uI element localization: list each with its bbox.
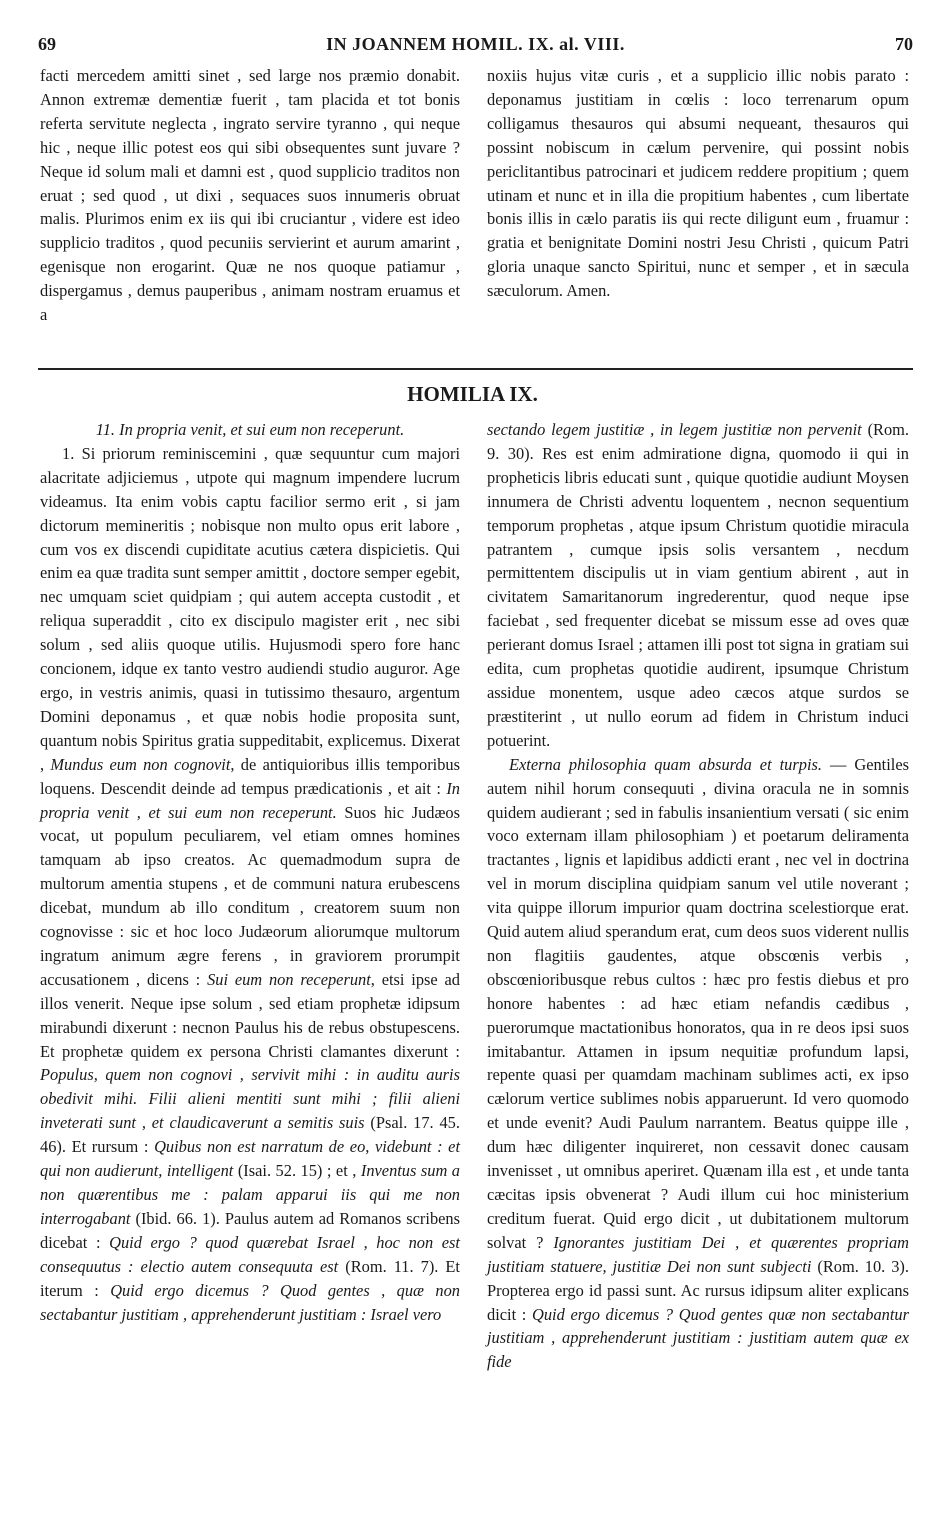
page-number-right: 70 xyxy=(895,34,913,54)
scripture-verse: 11. In propria venit, et sui eum non receperunt. xyxy=(95,420,405,439)
citation: (Rom. 11. 7). Et iterum : xyxy=(40,1256,460,1300)
text-run: Suos hic Judæos vocat, ut populum peculiarem, vel etiam omnes homines tamquam ab ipso creatos. Ac quemadmodum supra de multorum amentia stupens , et de communi natura erubescens dicebat, mundum ab illo conditum , creatorem suum non cognovisse : sic et hoc loco Judæorum aliorumque multorum ingratum animum ægre ferens , in graviorem prorumpit accusationem , dicens : xyxy=(40,802,460,989)
text-run: (Rom. 9. 30). Res est enim admiratione digna, quomodo ii qui in propheticis libris educati sunt , quique quotidie audiunt Moysen innumera de Christi adventu loquentem , necnon sequentium temporum prophetas , atque ipsum Christum quotidie miracula patrantem , cumque ipsis solis versantem , necdum permittentem discipulis ut in viam gentium abirent , aut in civitatem Samaritanorum ingrederentur, quod neque ipse faciebat , sed frequenter dicebat se missum esse ad oves quæ perierant domus Israel ; attamen illi post tot signa in gratiam sui edita, cum prophetas quotidie audirent, ipsumque Christum assidue monentem, usque adeo cæcos atque surdos se præstiterint , ut nullo eorum ad fidem in Christum induci potuerint. xyxy=(487,420,909,750)
homily-paragraph-2 xyxy=(487,753,909,1375)
running-title: IN JOANNEM HOMIL. IX. al. VIII. xyxy=(326,34,625,54)
section-divider xyxy=(38,368,913,370)
quotation: Ignorantes justitiam Dei , et quærentes propriam justitiam statuere, justitiæ Dei non sunt subjecti xyxy=(487,1232,909,1276)
side-heading: Externa philosophia quam absurda et turpis. xyxy=(509,754,822,774)
continuation-paragraph xyxy=(487,418,909,753)
quotation: Populus, quem non cognovi , servivit mihi : in auditu auris obedivit mihi. Filii alieni mentiti sunt mihi ; filii alieni inveterati sunt , et claudicaverunt a semitis suis xyxy=(40,1065,460,1133)
top-left-paragraph: facti mercedem amitti sinet , sed large nos præmio donabit. Annon extremæ dementiæ fuerit , tam placida et tot bonis referta servitute neglecta , ingrato servire tyranno , qui neque hic , neque illic potest eos qui sibi obsequentes sunt juvare ? Neque id solum mali et damni est , quod supplicio traditos non eruat ; sed quod , ut dixi , sequaces suos innumeris obruat malis. Plurimos enim ex iis qui ibi cruciantur , videre est ideo supplicio traditos , quod pecuniis servierint et aurum amarint , egenisque non erogarint. Quæ ne nos quoque patiamur , dispergamus , demus pauperibus , animam nostram eruamus et a xyxy=(40,66,460,325)
quotation: Quid ergo dicemus ? Quod gentes , quæ non sectabantur justitiam , apprehenderunt justitiam : Israel vero xyxy=(40,1280,460,1324)
homily-heading: HOMILIA IX. xyxy=(407,382,538,406)
citation: (Rom. 10. 3). Propterea ergo id passi sunt. Ac rursus idipsum aliter explicans dicit : xyxy=(487,1256,909,1324)
quotation: Inventus sum a non quærentibus me : palam apparui iis qui me non interrogabant xyxy=(40,1161,460,1228)
quotation: Quibus non est narratum de eo, videbunt : et qui non audierunt, intelligent xyxy=(40,1137,460,1181)
quotation: Quid ergo ? quod quærebat Israel , hoc non est consequutus : electio autem consequuta est xyxy=(40,1232,460,1276)
text-run: — Gentiles autem nihil horum consequuti , divina oracula ne in somnis quidem audierant ; sed in fabulis insanientium versati ( sic enim voco externam illam philosophiam ) et poetarum deliramenta tractantes , lignis et lapidibus addicti erant , nec vel in doctrina vel in morum disciplina quidpiam sanum vel utile noverant ; vita quippe illorum impurior quam doctrina scelestiorque erat. Quid autem aliud sperandum erat, cum deos suos viderent nullis non flagitiis gaudentes, atque obscœnis verbis , obscœnioribusque rebus cultos : hæc pro festis diebus et pro honore habentes : ad hæc etiam nefandis cædibus , puerorumque mactationibus honoratos, qua in re deos ipsi suos imitabantur. Attamen in ipsum nequitiæ profundum lapsi, repente quasi per quamdam machinam sublimes acti, ex ipso cælorum vertice sublimes nobis apparuerunt. Id vero quomodo et unde evenit? Audi Paulum narrantem. Beatus quippe ille , dum hæc diligenter inquireret, non cessavit donec causam invenisset , ut omnibus aperiret. Quænam illa est , et unde tanta cæcitas ipsis obvenerat ? Audi illum cui hoc ministerium creditum fuerat. Quid ergo dicit , ut dubitationem multorum solvat ? xyxy=(487,754,909,1252)
page-number-left: 69 xyxy=(38,34,56,54)
top-left-column xyxy=(40,64,460,327)
quotation: sectando legem justitiæ , in legem justitiæ non pervenit xyxy=(487,420,862,439)
bottom-right-column xyxy=(487,418,909,1374)
text-run: , de antiquioribus illis temporibus loquens. Descendit deinde ad tempus prædicationis , et ait : xyxy=(40,754,460,798)
citation: (Ibid. 66. 1). Paulus autem ad Romanos scribens dicebat : xyxy=(40,1208,460,1252)
text-run: 1. Si priorum reminiscemini , quæ sequuntur cum majori alacritate adjiciemus , utpote qui magnum impendere lucrum videamus. Ita enim vobis captu facilior sermo erit , si jam dictorum memineritis ; nobisque non multo opus erit labore , cum vos ex discendi cupiditate acutius cætera dispicietis. Qui enim ea quæ tradita sunt semper amittit , doctore semper egebit, nec umquam sciet quidpiam ; qui autem accepta custodit , et reliqua superaddit , cito ex discipulo magister erit , nec sibi solum , sed aliis quoque utilis. Hujusmodi spero fore hanc concionem, idque ex tanto vestro audiendi studio auguror. Age ergo, in vestris animis, quasi in tutissimo thesauro, argentum Domini deponamus , et quæ nobis hodie proposita sunt, quantum nobis Spiritus gratia suppeditabit, explicemus. Dixerat , xyxy=(40,443,460,774)
quotation: Quid ergo dicemus ? Quod gentes quæ non sectabantur justitiam , apprehenderunt justitiam : justitiam autem quæ ex fide xyxy=(487,1304,909,1372)
citation: (Isai. 52. 15) ; et , xyxy=(237,1161,357,1181)
top-right-column xyxy=(487,64,909,303)
quotation: Mundus eum non cognovit xyxy=(50,754,231,774)
bottom-left-column xyxy=(40,418,460,1326)
quotation: In propria venit , et sui eum non receperunt. xyxy=(40,778,460,822)
citation: (Psal. 17. 45. 46). Et rursum : xyxy=(40,1113,460,1157)
top-right-paragraph: noxiis hujus vitæ curis , et a supplicio illic nobis parato : deponamus justitiam in cœlis : loco terrenarum opum colligamus thesauros qui absumi nequeant, thesauros qui possint nobiscum in cælum pervenire, qui possint nobis periclitantibus patrocinari et judicem reddere propitium ; quem utinam et nunc et in illa die propitium habentes , cum libertate bonis illis in cælo paratis iis qui recte diligunt eum , fruamur : gratia et benignitate Domini nostri Jesu Christi , quicum Patri gloria unaque sancto Spiritui, nunc et semper , et in sæcula sæculorum. Amen. xyxy=(487,66,909,301)
running-header xyxy=(38,34,913,60)
homily-paragraph-1 xyxy=(40,442,460,1327)
quotation: Sui eum non receperunt xyxy=(207,969,371,989)
text-run: , etsi ipse ad illos venerit. Neque ipse solum , sed etiam prophetæ idipsum mirabundi dixerunt : necnon Paulus his de rebus obstupescens. Et prophetæ quidem ex persona Christi clamantes dixerunt : xyxy=(40,969,460,1061)
